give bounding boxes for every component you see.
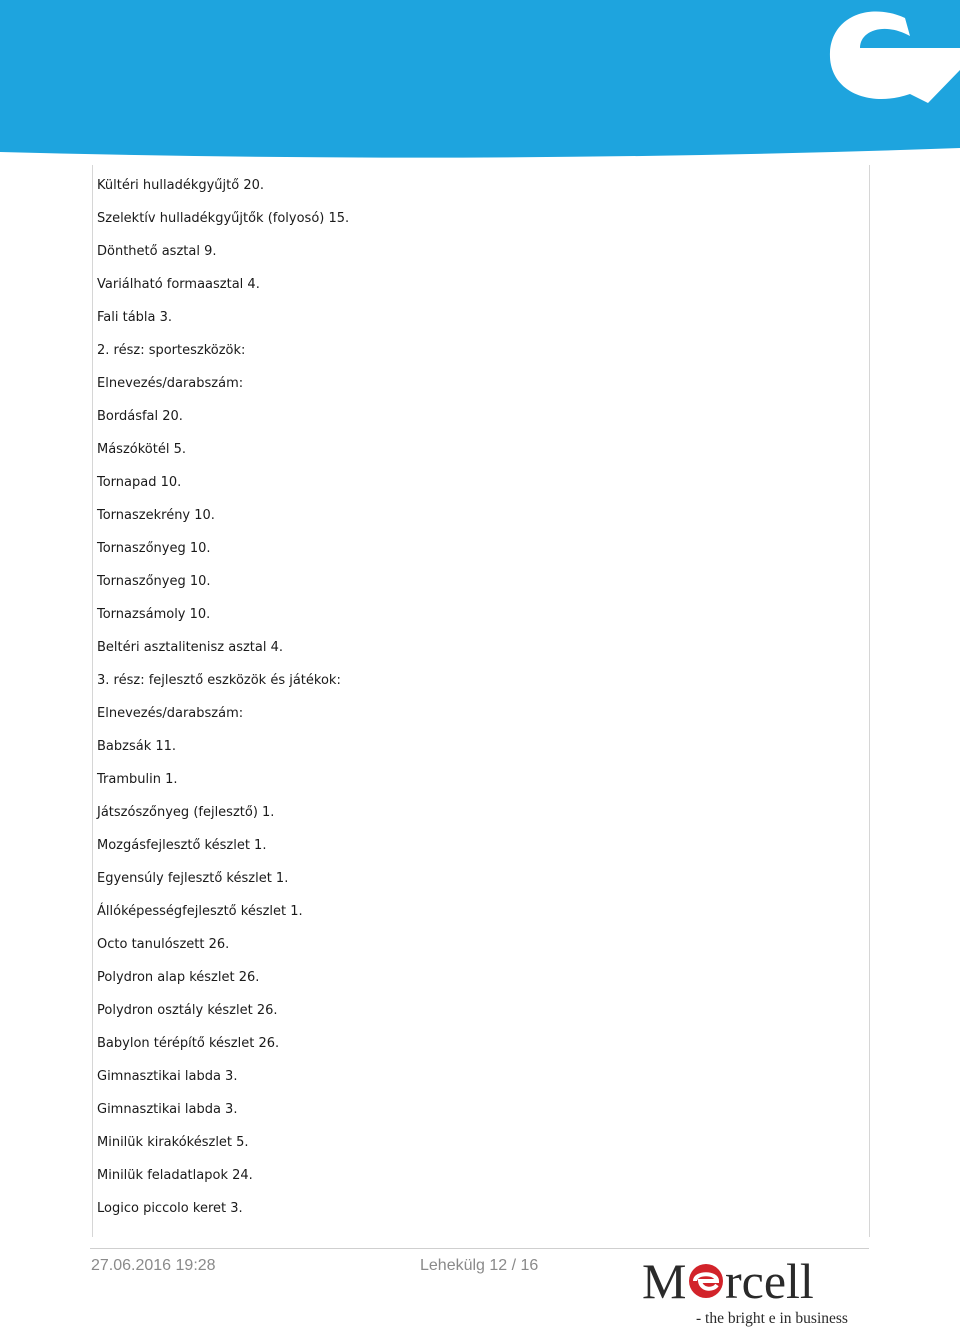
list-item: Trambulin 1. [97,772,178,787]
list-item: Egyensúly fejlesztő készlet 1. [97,871,289,886]
list-item: Polydron osztály készlet 26. [97,1003,278,1018]
list-item: Beltéri asztalitenisz asztal 4. [97,640,284,655]
list-item: Variálható formaasztal 4. [97,277,260,292]
item-list [97,176,349,1232]
e-circle-icon [689,1264,723,1298]
footer-page-counter: Lehekülg 12 / 16 [420,1257,539,1274]
list-item: Tornazsámoly 10. [97,607,211,622]
footer-divider [90,1248,869,1249]
list-item: Gimnasztikai labda 3. [97,1102,238,1117]
list-item: Állóképességfejlesztő készlet 1. [97,904,303,919]
list-item: Tornapad 10. [97,475,182,490]
footer-timestamp: 27.06.2016 19:28 [91,1257,216,1274]
list-item: Játszószőnyeg (fejlesztő) 1. [97,805,275,820]
list-subheading: Elnevezés/darabszám: [97,706,244,721]
list-item: Tornaszőnyeg 10. [97,574,211,589]
logo-tagline: - the bright e in business [696,1310,848,1327]
list-item: Dönthető asztal 9. [97,244,217,259]
logo-brand-suffix: rcell [725,1253,814,1309]
list-item: Gimnasztikai labda 3. [97,1069,238,1084]
list-item: Kültéri hulladékgyűjtő 20. [97,178,265,193]
list-item: Babzsák 11. [97,739,177,754]
logo-brand-prefix: M [642,1253,687,1309]
list-item: Mozgásfejlesztő készlet 1. [97,838,267,853]
list-item: Babylon térépítő készlet 26. [97,1036,280,1051]
list-item: Szelektív hulladékgyűjtők (folyosó) 15. [97,211,350,226]
list-item: Minilük kirakókészlet 5. [97,1135,249,1150]
section-heading: 2. rész: sporteszközök: [97,343,246,358]
content-frame [92,165,870,1237]
header-banner [0,0,960,160]
list-item: Polydron alap készlet 26. [97,970,260,985]
list-item: Fali tábla 3. [97,310,173,325]
list-item: Mászókötél 5. [97,442,186,457]
section-heading: 3. rész: fejlesztő eszközök és játékok: [97,673,341,688]
list-item: Octo tanulószett 26. [97,937,230,952]
list-item: Minilük feladatlapok 24. [97,1168,253,1183]
list-item: Logico piccolo keret 3. [97,1201,243,1216]
list-item: Bordásfal 20. [97,409,183,424]
list-subheading: Elnevezés/darabszám: [97,376,244,391]
header-blue-band [0,0,960,158]
marcell-logo [640,1250,870,1328]
list-item: Tornaszekrény 10. [97,508,215,523]
list-item: Tornaszőnyeg 10. [97,541,211,556]
